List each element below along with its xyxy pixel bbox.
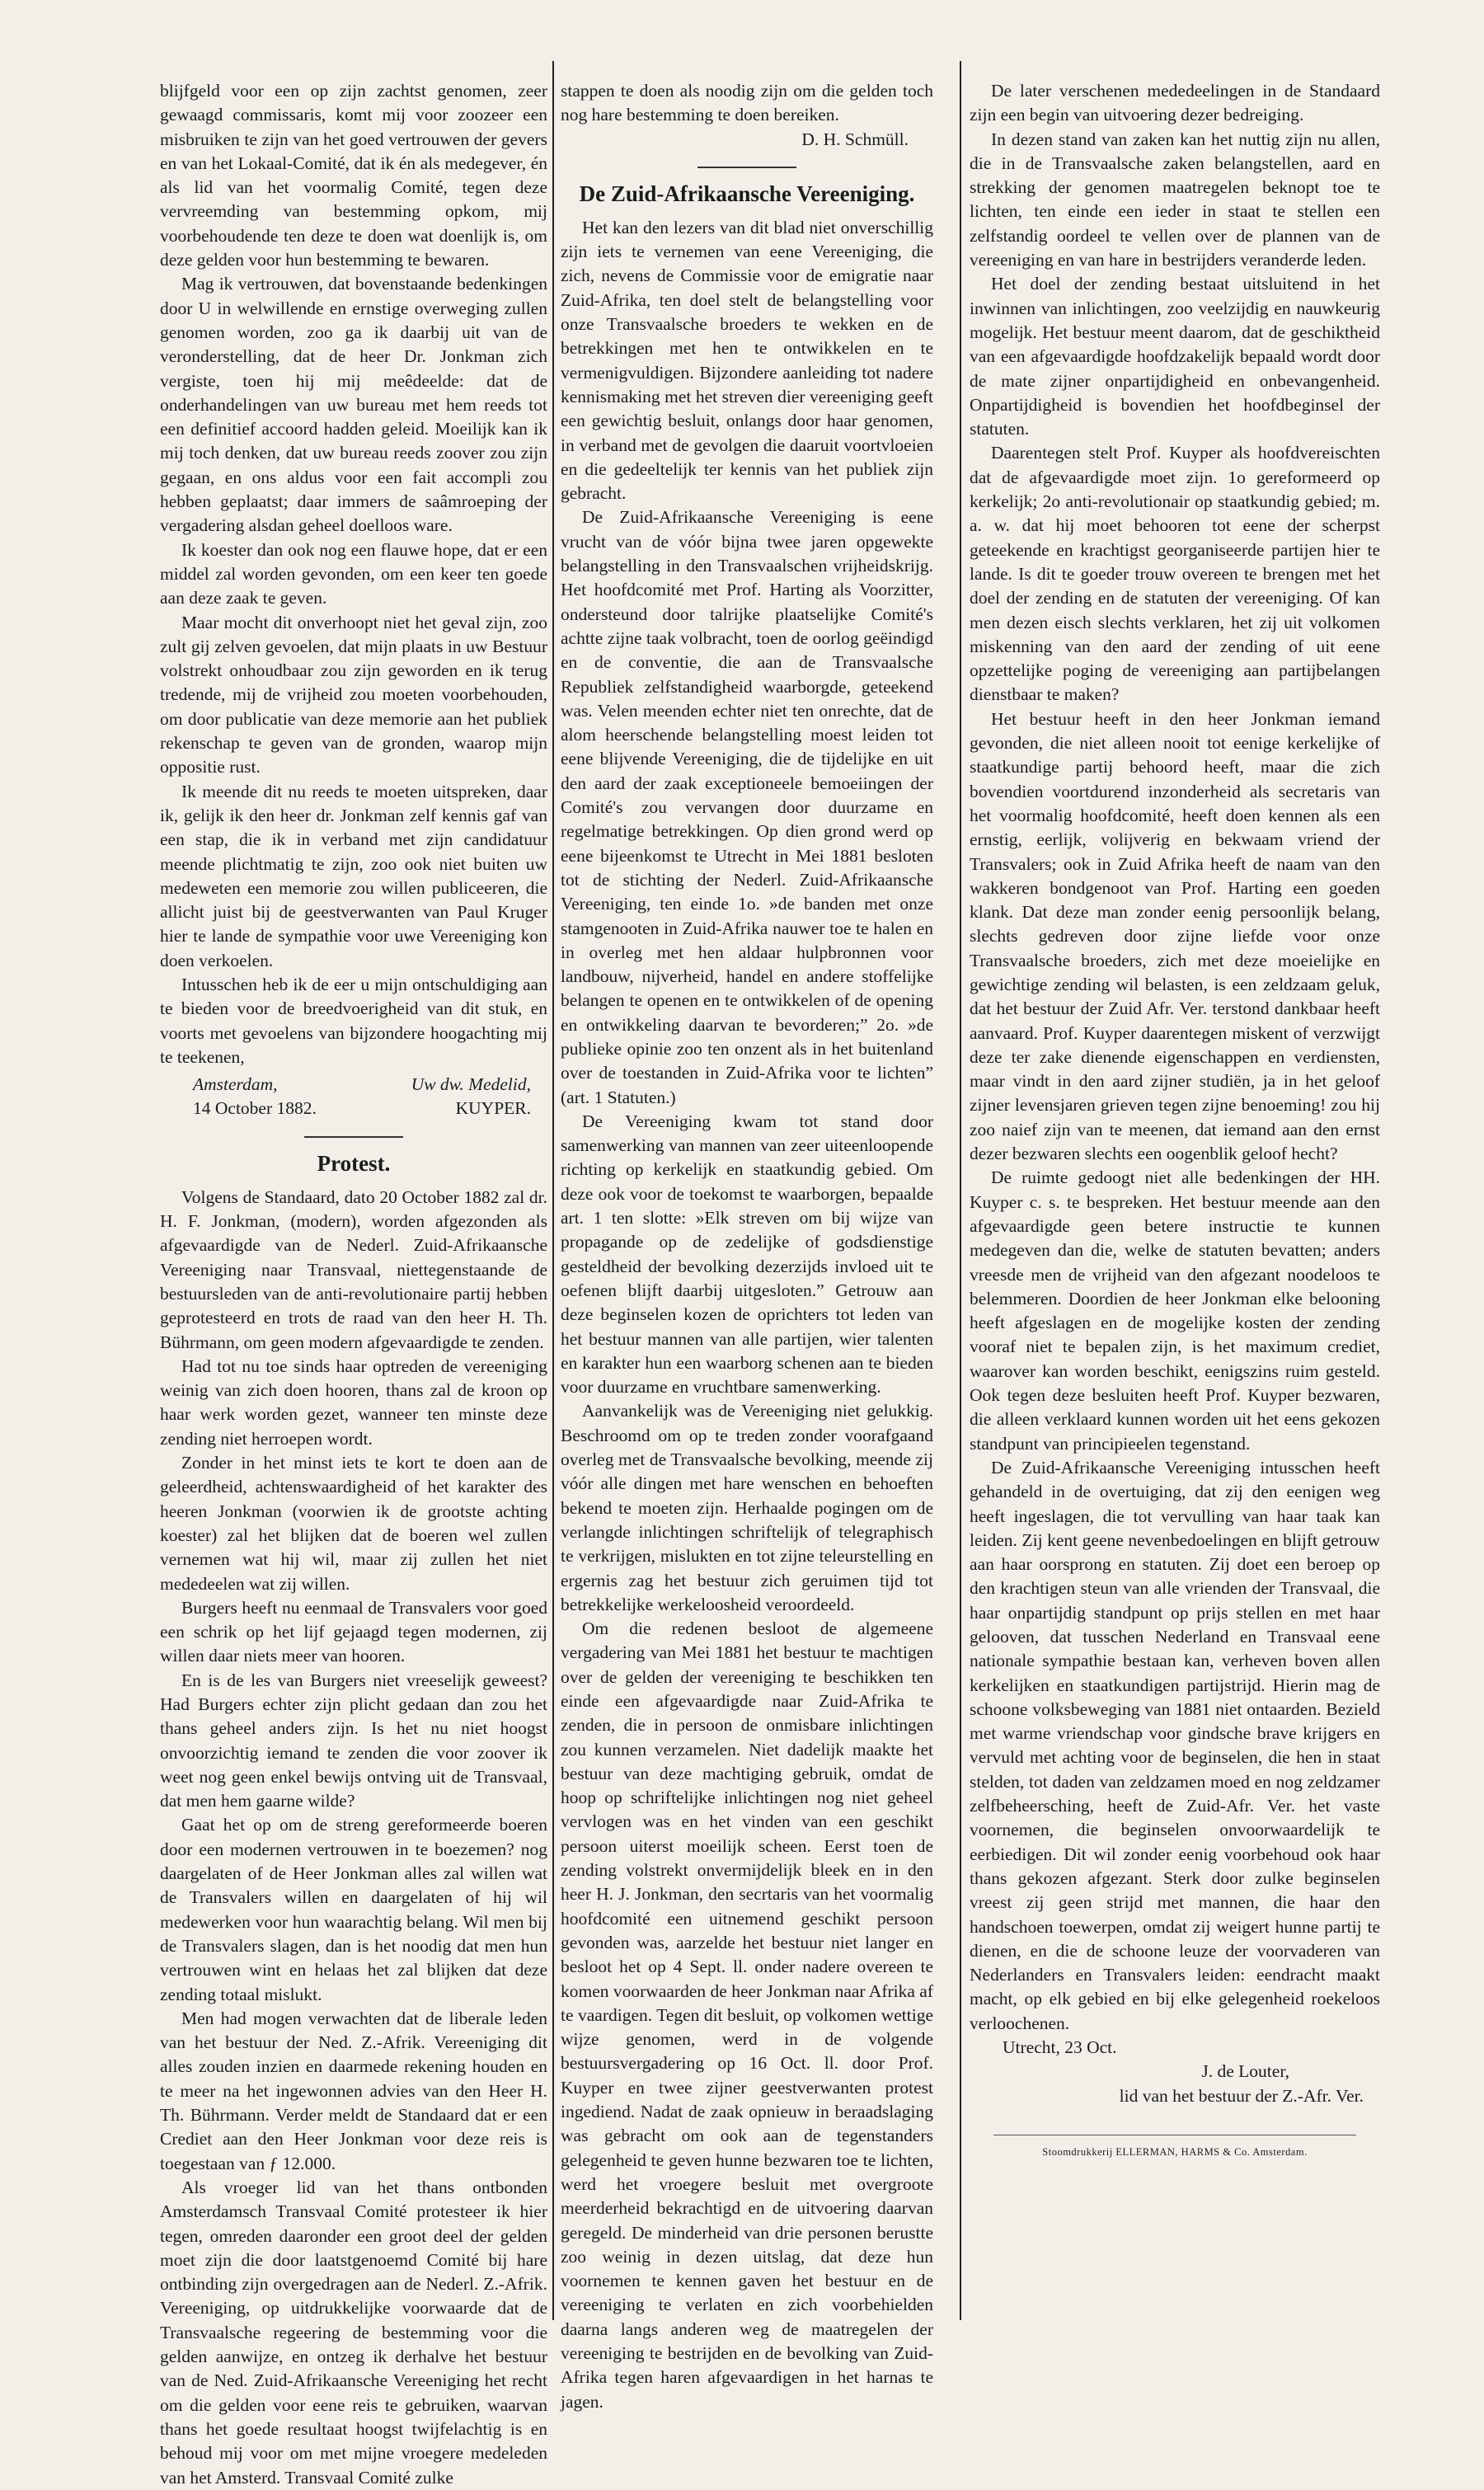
column-middle <box>561 79 933 2412</box>
paragraph: De later verschenen mededeelingen in de Standaard zijn een begin van uitvoering dezer bedreiging. <box>970 81 1380 125</box>
paragraph: Als vroeger lid van het thans ontbonden Amsterdamsch Transvaal Comité protesteer ik hier tegen, omreden daaronder een groot deel der gelden moet zijn die door laatstgenoemd Comité bij hare ontbinding zijn overgedragen aan de Nederl. Z.-Afrik. Vereeniging, op uitdrukkelijke voorwaarde dat de Transvaalsche regeering de bestemming voor die gelden aanwijze, en ontzeg ik derhalve het bestuur van de Ned. Zuid-Afrikaansche Vereeniging het recht om die gelden voor eene reis te gebruiken, waarvan thans het goede resultaat hoogst twijfelachtig is en behoud mij voor om met mijne vroegere medeleden van het Amsterd. Transvaal Comité zulke <box>160 2177 547 2488</box>
sign-formula: Uw dw. Medelid, <box>411 1074 531 1095</box>
column-left <box>160 79 547 2488</box>
paragraph: Burgers heeft nu eenmaal de Transvalers voor goed een schrik op het lijf gejaagd tegen modernen, zij willen daar niets meer van hooren. <box>160 1597 547 1666</box>
separator <box>697 167 796 168</box>
signature-row <box>160 1097 547 1120</box>
paragraph: Het bestuur heeft in den heer Jonkman iemand gevonden, die niet alleen nooit tot eenige kerkelijke of staatkundige partij behoord heeft, maar die zich bovendien voortdurend inzonderheid als secretaris van het voormalig hoofdcomité, heeft doen kennen als een ernstig, eerlijk, volijverig en bekwaam vriend der Transvalers; ook in Zuid Afrika heeft de naam van den wakkeren bondgenoot van Prof. Harting een goeden klank. Dat deze man zonder eenig persoonlijk belang, slechts gedreven door zijne liefde voor onze Transvaalsche broeders, zich met deze moeielijke en gewichtige zending wil belasten, is een zeldzaam geluk, dat het bestuur der Zuid Afr. Ver. terstond dankbaar heeft aanvaard. Prof. Kuyper daarentegen miskent of verzwijgt deze ter zake dienende eigenschappen en verdiensten, maar vindt in den aard zijner studiën, ja in het geloof zijner levensjaren grieven tegen zijne benoeming! zou hij zoo naief zijn van te meenen, dat iemand aan den ernst dezer bezwaren slechts een oogenblik geloof hecht? <box>970 708 1380 1164</box>
sign-role: lid van het bestuur der Z.-Afr. Ver. <box>1119 2085 1364 2106</box>
paragraph: stappen te doen als noodig zijn om die gelden toch nog hare bestemming te doen bereiken. <box>561 81 933 125</box>
paragraph: Intusschen heb ik de eer u mijn ontschuldiging aan te bieden voor de breedvoerigheid van dit stuk, en voorts met gevoelens van bijzondere hoogachting mij te teekenen, <box>160 974 547 1067</box>
paragraph: Het doel der zending bestaat uitsluitend in het inwinnen van inlichtingen, zoo veelzijdig en nauwkeurig mogelijk. Het bestuur meent daarom, dat de geschiktheid van een afgevaardigde hoofdzakelijk bepaald wordt door de mate zijner onpartijdigheid en onbevangenheid. Onpartijdigheid is bovendien het hoofdbeginsel der statuten. <box>970 274 1380 439</box>
sign-name: KUYPER. <box>455 1098 531 1119</box>
paragraph: Daarentegen stelt Prof. Kuyper als hoofdvereischten dat de afgevaardigde moet zijn. 1o gereformeerd op kerkelijk; 2o anti-revolutionair op staatkundig gebied; m. a. w. dat hij moet behooren tot eene der scherpst geteekende en krachtigst georganiseerde partijen hier te lande. Is dit te goeder trouw overeen te brengen met het doel der zending en de statuten der vereeniging. Of kan men dezen eisch slechts verklaren, het zij uit volkomen miskenning van den aard der zending of uit eene opzettelijke poging de vereeniging aan partijbelangen dienstbaar te maken? <box>970 443 1380 705</box>
paragraph: Zonder in het minst iets te kort te doen aan de geleerdheid, achtenswaardigheid of het karakter des heeren Jonkman (voorwien ik de grootste achting koester) zal het blijken dat de boeren wel zullen vernemen wat hij wil, maar zij zullen het niet mededeelen wat zij willen. <box>160 1453 547 1594</box>
sign-date: 14 October 1882. <box>193 1098 317 1119</box>
paragraph: De ruimte gedoogt niet alle bedenkingen der HH. Kuyper c. s. te bespreken. Het bestuur meende aan den afgevaardigde geen betere instructie te kunnen medegeven dan die, welke de statuten bevatten; anders vreesde men de vrijheid van den afgezant noodeloos te belemmeren. Doordien de heer Jonkman elke belooning heeft afgeslagen en de mogelijke kosten der zending vooraf niet te bepalen zijn, is het maximum crediet, waarover kan worden beschikt, eenigszins ruim gesteld. Ook tegen deze besluiten heeft Prof. Kuyper bezwaren, die alleen verklaard kunnen worden uit het eens gekozen standpunt van principieelen tegenstand. <box>970 1167 1380 1454</box>
printer-imprint: Stoomdrukkerij ELLERMAN, HARMS & Co. Amsterdam. <box>993 2135 1356 2164</box>
paragraph: Men had mogen verwachten dat de liberale leden van het bestuur der Ned. Z.-Afrik. Vereeniging dit alles zouden inzien en daarmede rekening houden en te meer na het ingewonnen advies van den Heer H. Th. Bührmann. Verder meldt de Standaard dat er een Crediet aan den Heer Jonkman voor deze reis is toegestaan van ƒ 12.000. <box>160 2008 547 2173</box>
paragraph: Mag ik vertrouwen, dat bovenstaande bedenkingen door U in welwillende en ernstige overweging zullen genomen worden, zoo ga ik daarbij uit van de veronderstelling, dat de heer Dr. Jonkman zich vergiste, toen hij mij meêdeelde: dat de onderhandelingen van uw bureau met hem reeds tot een definitief accoord hadden geleid. Moeilijk kan ik mij toch denken, dat uw bureau reeds zoover zou zijn gegaan, en ons aldus voor een fait accompli zou hebben geplaatst; daar immers de saâmroeping der vergadering alsdan geheel doelloos ware. <box>160 274 547 536</box>
signature-row <box>160 1073 547 1097</box>
paragraph: Ik koester dan ook nog een flauwe hope, dat er een middel zal worden gevonden, om een keer ten goede aan deze zaak te geven. <box>160 539 547 608</box>
date-line: Utrecht, 23 Oct. <box>1003 2037 1117 2058</box>
paragraph: Om die redenen besloot de algemeene vergadering van Mei 1881 het bestuur te machtigen over de gelden der vereeniging te beschikken ten einde een afgevaardigde naar Zuid-Afrika te zenden, die in persoon de onmisbare inlichtingen zou kunnen verzamelen. Niet dadelijk maakte het bestuur van deze machtiging gebruik, omdat de hoop op schriftelijke inlichtingen nog niet geheel vervlogen was en het vinden van een geschikt persoon uiterst moeilijk scheen. Eerst toen de zending volstrekt onvermijdelijk bleek en in den heer H. J. Jonkman, den secrtaris van het voormalig hoofdcomité een uitnemend geschikt persoon gevonden was, aarzelde het bestuur niet langer en besloot het op 4 Sept. ll. onder nadere overeen te komen voorwaarden de heer Jonkman naar Afrika af te vaardigen. Tegen dit besluit, op volkomen wettige wijze genomen, werd in de volgende bestuursvergadering op 16 Oct. ll. door Prof. Kuyper en twee zijner geestverwanten protest ingediend. Nadat de zaak opnieuw in beraadslaging was gebracht om ook aan de tegenstanders gelegenheid te geven hunne bezwaren toe te lichten, werd het vroegere besluit met overgroote meerderheid bekrachtigd en de uitvoering daarvan geregeld. De minderheid van drie personen berustte zoo weinig in dezen uitslag, dat deze hun voornemen te kennen gaven het bestuur en de vereeniging te verlaten en zich voorbehielden daarna langs anderen weg de maatregelen der vereeniging te bestrijden en de bevolking van Zuid-Afrika tegen haren afgevaardigen in het harnas te jagen. <box>561 1618 933 2412</box>
sign-name: J. de Louter, <box>1201 2061 1289 2082</box>
article-title-protest: Protest. <box>317 1150 391 1176</box>
paragraph: De Vereeniging kwam tot stand door samenwerking van mannen van zeer uiteenloopende richting op kerkelijk en staatkundig gebied. Om deze ook voor de toekomst te waarborgen, bepaalde art. 1 ten slotte: »Elk streven om bij wijze van propagande op de zedelijke of godsdienstige gesteldheid der bevolking dezerzijds invloed uit te oefenen blijft daarbij uitgesloten.” Getrouw aan deze beginselen kozen de oprichters tot leden van het bestuur mannen van alle partijen, wier talenten en karakter hun een waarborg schenen aan te bieden voor duurzame en vruchtbare samenwerking. <box>561 1111 933 1398</box>
paragraph: Gaat het op om de streng gereformeerde boeren door een modernen vertrouwen in te boezemen? nog daargelaten of de Heer Jonkman alles zal willen wat de Transvalers willen en daargelaten of hij wil medewerken voor hun waarachtig belang. Wil men bij de Transvalers slagen, dan is het noodig dat men hun vertrouwen wint en helaas het zal blijken dat deze zending totaal mislukt. <box>160 1815 547 2004</box>
column-right <box>970 79 1380 2312</box>
paragraph: Had tot nu toe sinds haar optreden de vereeniging weinig van zich doen hooren, thans zal de kroon op haar werk worden gezet, wanneer ten minste deze zending niet herroepen wordt. <box>160 1355 547 1449</box>
paragraph: In dezen stand van zaken kan het nuttig zijn nu allen, die in de Transvaalsche zaken belangstellen, aard en strekking der genomen maatregelen beknopt toe te lichten, ten einde een ieder in staat te stellen een zelfstandig oordeel te vellen over de plannen van de vereeniging en van hare in bestrijders veranderde leden. <box>970 129 1380 270</box>
sign-place: Amsterdam, <box>193 1074 278 1095</box>
column-rule <box>960 61 961 2320</box>
paragraph: De Zuid-Afrikaansche Vereeniging intusschen heeft gehandeld in de overtuiging, dat zij den eenigen weg heeft ingeslagen, die tot vervulling van haar taak kan leiden. Zij kent geene nevenbedoelingen en blijft getrouw aan haar oorsprong en statuten. Zij doet een beroep op den krachtigen steun van alle vrienden der Transvaal, die haar onpartijdig standpunt op prijs stellen en met haar gelooven, dat tusschen Nederland en Transvaal eene nationale sympathie bestaan kan, verheven boven allen kerkelijken en staatkundigen partijstrijd. Hierin mag de schoone volksbeweging van 1881 niet ontaarden. Bezield met warme vriendschap voor gindsche brave krijgers en vervuld met achting voor de beginselen, die hen in staat stelden, tot daden van zeldzamen moed en nog zeldzamer zelfbeheersching, heeft de Zuid-Afr. Ver. het vaste voornemen, die beginselen onvoorwaardelijk te eerbiedigen. Dit wil zonder eenig voorbehoud ook haar thans gekozen afgezant. Sterk door zulke beginselen vreest zij geen strijd met mannen, die haar den handschoen toewerpen, omdat zij weigert hunne partij te dienen, en die de schoone leuze der voorvaderen van Nederlanders en Transvalers leiden: eendracht maakt macht, op elk gebied en bij elke gelegenheid roekeloos verloochenen. <box>970 1457 1380 2033</box>
paragraph: blijfgeld voor een op zijn zachtst genomen, zeer gewaagd commissaris, komt mij voor zoozeer een misbruiken te zijn van het goed vertrouwen der gevers en van het Lokaal-Comité, dat ik én als medegever, én als lid van het voormalig Comité, tegen deze vervreemding van bestemming opkom, mij voorbehoudende ten deze te doen wat doenlijk is, om deze gelden voor hun bestemming te bewaren. <box>160 81 547 270</box>
paragraph: De Zuid-Afrikaansche Vereeniging is eene vrucht van de vóór bijna twee jaren opgewekte belangstelling in den Transvaalschen vrijheidskrijg. Het hoofdcomité met Prof. Harting als Voorzitter, ondersteund door talrijke plaatselijke Comité's achtte zijne taak volbracht, toen de oorlog geëindigd en de conventie, die aan de Transvaalsche Republiek zelfstandigheid waarborgde, geteekend was. Velen meenden echter niet ten onrechte, dat de alom heerschende belangstelling moest leiden tot eene blijvende Vereeniging, die de tijdelijke en uit den aard der zaak exceptioneele bemoeiingen der Comité's zou vervangen door duurzame en regelmatige betrekkingen. Op dien grond werd op eene bijeenkomst te Utrecht in Mei 1881 besloten tot de stichting der Nederl. Zuid-Afrikaansche Vereeniging, ten einde 1o. »de banden met onze stamgenooten in Zuid-Afrika nauwer toe te halen en in overleg met hen aldaar hulpbronnen voor landbouw, nijverheid, handel en andere stoffelijke belangen te openen en te ontwikkelen of de opening en ontwikkeling daarvan te bevorderen;” 2o. »de publieke opinie zoo ten onzent als in het buitenland over de toestanden in Zuid-Afrika voor te lichten” (art. 1 Statuten.) <box>561 507 933 1107</box>
paragraph: Maar mocht dit onverhoopt niet het geval zijn, zoo zult gij zelven gevoelen, dat mijn plaats in uw Bestuur volstrekt onhoudbaar zou zijn geworden en ik terug tredende, mij de vrijheid zou moeten voorbehouden, om door publicatie van deze memorie aan het publiek rekenschap te geven van de gronden, waarop mijn oppositie rust. <box>160 612 547 778</box>
paragraph: Aanvankelijk was de Vereeniging niet gelukkig. Beschroomd om op te treden zonder voorafgaand overleg met de Transvaalsche bevolking, meende zij vóór alle dingen met hare wenschen en behoeften bekend te moeten zijn. Herhaalde pogingen om de verlangde inlichtingen schriftelijk of telegraphisch te verkrijgen, mislukten en tot zijne teleurstelling en ergernis zag het bestuur zich geruimen tijd tot betrekkelijke werkeloosheid veroordeeld. <box>561 1401 933 1614</box>
separator <box>304 1136 403 1138</box>
paragraph: Het kan den lezers van dit blad niet onverschillig zijn iets te vernemen van eene Vereeniging, die zich, nevens de Commissie voor de emigratie naar Zuid-Afrika, ten doel stelt de belangstelling voor onze Transvaalsche broeders te wekken en de betrekkingen met hen te ontwikkelen en te vermenigvuldigen. Bijzondere aanleiding tot nadere kennismaking met het streven dier vereeniging geeft een gewichtig besluit, onlangs door haar genomen, in verband met de gevolgen die daaruit voortvloeien en die gedeeltelijk ter kennis van het publiek zijn gebracht. <box>561 217 933 504</box>
paragraph: En is de les van Burgers niet vreeselijk geweest? Had Burgers echter zijn plicht gedaan dan zou het thans geheel anders zijn. Is het nu niet hoogst onvoorzichtig iemand te zenden die voor zoover ik weet nog geen enkel bewijs ontving uit de Transvaal, dat men hem gaarne wilde? <box>160 1670 547 1811</box>
article-title-vereeniging: De Zuid-Afrikaansche Vereeniging. <box>579 181 915 206</box>
paragraph: Volgens de Standaard, dato 20 October 1882 zal dr. H. F. Jonkman, (modern), worden afgezonden als afgevaardigde van de Nederl. Zuid-Afrikaansche Vereeniging naar Transvaal, niettegenstaande de bestuursleden van de anti-revolutionaire partij hebben geprotesteerd en trots de raad van den heer H. Th. Bührmann, om geen modern afgevaardigde te zenden. <box>160 1186 547 1352</box>
paragraph: Ik meende dit nu reeds te moeten uitspreken, daar ik, gelijk ik den heer dr. Jonkman zelf kennis gaf van een stap, die ik in verband met zijn candidatuur meende plichtmatig te zijn, zoo ook niet buiten uw medeweten een memorie zou willen publiceeren, die allicht juist bij de geestverwanten van Paul Kruger hier te lande de sympathie voor uwe Vereeniging kon doen verkoelen. <box>160 781 547 970</box>
signature: D. H. Schmüll. <box>801 129 909 149</box>
column-rule <box>552 61 554 2320</box>
